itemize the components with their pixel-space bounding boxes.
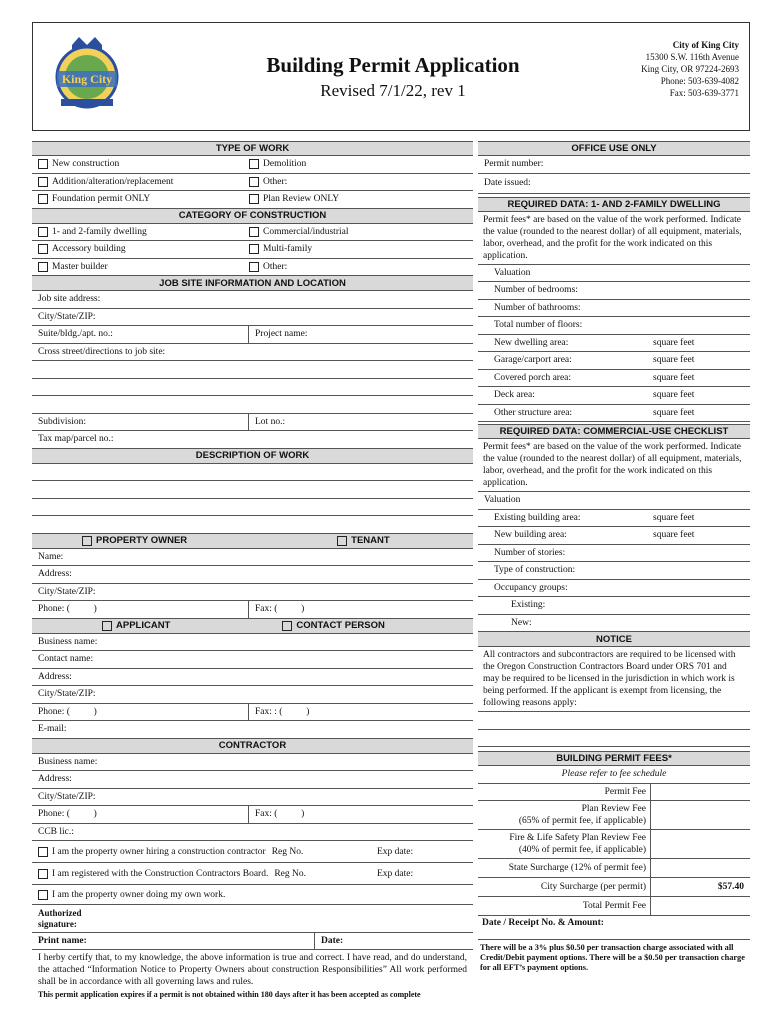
category-heading: CATEGORY OF CONSTRUCTION: [32, 209, 473, 224]
tenant-checkbox[interactable]: [337, 536, 347, 546]
date-issued-field[interactable]: [478, 174, 531, 193]
plan-review-label-block: [478, 801, 650, 829]
new-dwelling-label: New dwelling area:: [494, 337, 569, 348]
charge-note: There will be a 3% plus $0.50 per transaction charge associated with all Credit/Debit payment options. There will be a $0.50 per transaction charge for all EFT’s payment options.: [480, 942, 745, 972]
office-use-heading: OFFICE USE ONLY: [478, 141, 750, 156]
authorized-signature-label: Authorized signature:: [38, 907, 82, 929]
owner-hiring-checkbox[interactable]: [38, 847, 48, 857]
owner-address-label: Address:: [38, 569, 72, 580]
contractor-business-label: Business name:: [38, 756, 98, 767]
cross-street-label: Cross street/directions to job site:: [38, 346, 166, 357]
commercial-valuation-label: Valuation: [484, 495, 521, 506]
applicant-email-field[interactable]: [32, 721, 67, 738]
porch-unit: square feet: [653, 372, 695, 383]
permit-number-label: Permit number:: [484, 159, 544, 170]
owner-city-field[interactable]: [32, 584, 96, 601]
tax-map-field[interactable]: [32, 431, 114, 448]
new-dwelling-unit: square feet: [653, 337, 695, 348]
city-surcharge-label: City Surcharge (per permit): [540, 881, 646, 892]
permit-number-field[interactable]: [478, 156, 543, 173]
addition-label: Addition/alteration/replacement: [52, 176, 174, 187]
applicant-fax-label: Fax: : ( ): [255, 706, 310, 717]
exemption-line-1[interactable]: [478, 712, 750, 730]
other-structure-label: Other structure area:: [494, 407, 573, 418]
city-logo: [47, 33, 127, 113]
total-fee-row: [478, 897, 750, 916]
job-site-address-label: Job site address:: [38, 294, 101, 305]
contact-person-checkbox[interactable]: [282, 621, 292, 631]
own-work-label: I am the property owner doing my own work.: [52, 889, 226, 900]
state-surcharge-row: [478, 859, 750, 878]
applicant-address-label: Address:: [38, 671, 72, 682]
commercial-checkbox[interactable]: [249, 227, 259, 237]
other-structure-field[interactable]: [478, 405, 572, 422]
permit-fee-value[interactable]: [650, 784, 750, 800]
header: [32, 22, 750, 131]
registered-ccb-label: I am registered with the Construction Contractors Board.: [52, 868, 269, 879]
applicant-address-field[interactable]: [32, 669, 72, 686]
contractor-fax-label: Fax: ( ): [255, 809, 305, 820]
total-fee-label: Total Permit Fee: [582, 900, 646, 911]
existing-building-label: Existing building area:: [494, 512, 581, 523]
fees-heading: BUILDING PERMIT FEES*: [478, 751, 750, 766]
fire-life-value[interactable]: [650, 830, 750, 858]
description-line-2[interactable]: [32, 481, 473, 499]
reg-no-label-1: Reg No.: [271, 846, 304, 857]
city-surcharge-row: [478, 878, 750, 897]
contractor-address-field[interactable]: [32, 771, 72, 788]
applicant-business-field[interactable]: [32, 634, 97, 651]
owner-hiring-label: I am the property owner hiring a construction contractor: [52, 846, 266, 857]
city-name: City of King City: [672, 40, 739, 50]
contractor-phone-label: Phone: ( ): [38, 809, 97, 820]
occupancy-label: Occupancy groups:: [494, 582, 568, 593]
addition-checkbox[interactable]: [38, 177, 48, 187]
new-construction-label: New construction: [52, 159, 120, 170]
state-surcharge-value[interactable]: [650, 859, 750, 877]
floors-field[interactable]: [478, 317, 582, 334]
cross-street-field[interactable]: [32, 344, 165, 361]
multi-family-checkbox[interactable]: [249, 244, 259, 254]
cross-street-line-3[interactable]: [32, 379, 473, 397]
contractor-heading: CONTRACTOR: [32, 739, 473, 754]
print-name-label: Print name:: [38, 936, 87, 946]
state-surcharge-label: State Surcharge (12% of permit fee): [508, 862, 646, 873]
description-line-4[interactable]: [32, 516, 473, 534]
applicant-phone-label: Phone: ( ): [38, 706, 97, 717]
exemption-line-2[interactable]: [478, 730, 750, 748]
contractor-address-label: Address:: [38, 774, 72, 785]
owner-name-label: Name:: [38, 551, 64, 562]
other-work-label: Other:: [263, 176, 288, 187]
commercial-label: Commercial/industrial: [263, 226, 349, 237]
owner-fax-field[interactable]: [248, 601, 473, 618]
contact-person-label: CONTACT PERSON: [296, 620, 385, 631]
fire-life-fee-label: Fire & Life Safety Plan Review Fee: [509, 832, 646, 843]
existing-occupancy-field[interactable]: [478, 597, 545, 614]
owner-fax-label: Fax: ( ): [255, 604, 305, 615]
tenant-label: TENANT: [351, 535, 390, 546]
lot-no-label: Lot no.:: [255, 416, 286, 427]
own-work-checkbox[interactable]: [38, 890, 48, 900]
city-address-2: King City, OR 97224-2693: [641, 64, 739, 74]
contractor-phone-field[interactable]: [32, 806, 248, 823]
new-dwelling-field[interactable]: [478, 335, 568, 352]
foundation-checkbox[interactable]: [38, 194, 48, 204]
plan-review-fee-note: (65% of permit fee, if applicable): [518, 815, 646, 826]
bedrooms-field[interactable]: [478, 282, 578, 299]
print-name-field[interactable]: [32, 933, 314, 949]
accessory-checkbox[interactable]: [38, 244, 48, 254]
suite-label: Suite/bldg./apt. no.:: [38, 329, 113, 340]
existing-building-field[interactable]: [478, 510, 581, 527]
family-intro: Permit fees* are based on the value of the work performed. Indicate the value (rounded to the nearest dollar) of all equipment, materials, labor, overhead, and the profit for the work indicated on this application.: [478, 212, 750, 265]
family-heading: REQUIRED DATA: 1- AND 2-FAMILY DWELLING: [478, 197, 750, 212]
contractor-business-field[interactable]: [32, 754, 97, 771]
description-line-1[interactable]: [32, 464, 473, 482]
bathrooms-field[interactable]: [478, 300, 581, 317]
master-builder-label: Master builder: [52, 261, 108, 272]
stories-field[interactable]: [478, 545, 565, 562]
family-dwelling-checkbox[interactable]: [38, 227, 48, 237]
deck-field[interactable]: [478, 387, 535, 404]
applicant-checkbox[interactable]: [102, 621, 112, 631]
other-work-checkbox[interactable]: [249, 177, 259, 187]
description-line-3[interactable]: [32, 499, 473, 517]
contractor-fax-field[interactable]: [248, 806, 473, 823]
job-site-address-field[interactable]: [32, 291, 100, 308]
property-owner-label: PROPERTY OWNER: [96, 535, 188, 546]
applicant-heading: [32, 619, 473, 634]
existing-building-unit: square feet: [653, 512, 695, 523]
total-fee-value[interactable]: [650, 897, 750, 915]
demolition-checkbox[interactable]: [249, 159, 259, 169]
commercial-heading: REQUIRED DATA: COMMERCIAL-USE CHECKLIST: [478, 424, 750, 439]
lot-no-field[interactable]: [248, 414, 473, 431]
receipt-label: Date / Receipt No. & Amount:: [482, 917, 604, 928]
applicant-contact-field[interactable]: [32, 651, 93, 668]
plan-review-label: Plan Review ONLY: [263, 194, 340, 205]
type-of-work-heading: TYPE OF WORK: [32, 141, 473, 156]
commercial-valuation-field[interactable]: [478, 492, 520, 509]
new-building-label: New building area:: [494, 530, 567, 541]
applicant-city-label: City/State/ZIP:: [38, 689, 96, 700]
notice-heading: NOTICE: [478, 632, 750, 647]
registered-ccb-checkbox[interactable]: [38, 869, 48, 879]
construction-type-label: Type of construction:: [494, 565, 576, 576]
floors-label: Total number of floors:: [494, 320, 583, 331]
project-name-field[interactable]: [248, 326, 473, 343]
construction-type-field[interactable]: [478, 562, 575, 579]
new-construction-checkbox[interactable]: [38, 159, 48, 169]
fire-life-fee-note: (40% of permit fee, if applicable): [518, 844, 646, 855]
project-name-label: Project name:: [255, 329, 308, 340]
subdivision-field[interactable]: [32, 414, 248, 431]
other-structure-unit: square feet: [653, 407, 695, 418]
other-category-checkbox[interactable]: [249, 262, 259, 272]
sign-date-field[interactable]: [314, 933, 473, 949]
date-issued-label: Date issued:: [484, 178, 531, 188]
city-surcharge-value: $57.40: [650, 878, 750, 896]
demolition-label: Demolition: [263, 159, 307, 170]
bathrooms-label: Number of bathrooms:: [494, 302, 581, 313]
fee-schedule-note: [478, 766, 750, 784]
cross-street-line-2[interactable]: [32, 361, 473, 379]
foundation-label: Foundation permit ONLY: [52, 194, 151, 205]
applicant-label: APPLICANT: [116, 620, 171, 631]
contractor-city-field[interactable]: [32, 789, 96, 806]
ccb-field[interactable]: [32, 824, 74, 841]
city-contact-block: [641, 39, 739, 99]
family-dwelling-label: 1- and 2-family dwelling: [52, 226, 147, 237]
new-building-field[interactable]: [478, 527, 567, 544]
owner-heading: [32, 534, 473, 549]
fire-life-label-block: [478, 830, 650, 858]
plan-review-value[interactable]: [650, 801, 750, 829]
applicant-city-field[interactable]: [32, 686, 96, 703]
fee-schedule-text: Please refer to fee schedule: [561, 769, 667, 780]
garage-field[interactable]: [478, 352, 572, 369]
sign-date-label: Date:: [321, 936, 344, 946]
ccb-label: CCB lic.:: [38, 826, 74, 837]
family-valuation-field[interactable]: [478, 265, 530, 282]
expiration-notice: This permit application expires if a permit is not obtained within 180 days after it has been accepted as complete: [38, 990, 421, 999]
new-occupancy-label: New:: [511, 617, 532, 628]
applicant-phone-field[interactable]: [32, 704, 248, 721]
plan-review-checkbox[interactable]: [249, 194, 259, 204]
applicant-email-label: E-mail:: [38, 724, 67, 735]
exp-date-label-2: Exp date:: [377, 868, 414, 879]
svg-text:King City: King City: [61, 72, 113, 86]
plan-review-row: [478, 801, 750, 830]
form-subtitle: Revised 7/1/22, rev 1: [320, 81, 466, 100]
job-city-label: City/State/ZIP:: [38, 311, 96, 322]
receipt-field[interactable]: [478, 916, 750, 940]
owner-address-field[interactable]: [32, 566, 72, 583]
applicant-fax-field[interactable]: [248, 704, 473, 721]
deck-label: Deck area:: [494, 390, 535, 401]
right-column: [478, 141, 750, 976]
applicant-contact-label: Contact name:: [38, 654, 94, 665]
permit-fee-label: Permit Fee: [604, 786, 646, 797]
city-phone: Phone: 503-639-4082: [660, 76, 739, 86]
left-column: [32, 141, 473, 1000]
deck-unit: square feet: [653, 390, 695, 401]
occupancy-field[interactable]: [478, 580, 568, 597]
other-category-label: Other:: [263, 261, 288, 272]
property-owner-checkbox[interactable]: [82, 536, 92, 546]
job-site-heading: JOB SITE INFORMATION AND LOCATION: [32, 276, 473, 291]
city-fax: Fax: 503-639-3771: [669, 88, 739, 98]
plan-review-fee-label: Plan Review Fee: [581, 803, 646, 814]
contractor-city-label: City/State/ZIP:: [38, 791, 96, 802]
owner-phone-field[interactable]: [32, 601, 248, 618]
owner-phone-label: Phone: ( ): [38, 604, 97, 615]
family-valuation-label: Valuation: [494, 267, 531, 278]
new-building-unit: square feet: [653, 530, 695, 541]
description-heading: DESCRIPTION OF WORK: [32, 449, 473, 464]
signature-field[interactable]: [92, 905, 473, 932]
porch-label: Covered porch area:: [494, 372, 572, 383]
garage-label: Garage/carport area:: [494, 355, 572, 366]
certification-text: I herby certify that, to my knowledge, the above information is true and correct. I have read, and do understand, the attached “Information Notice to Property Owners about construction Responsibilities” All work performed shall be in accordance with all governing laws and rules.: [38, 953, 467, 987]
tax-map-label: Tax map/parcel no.:: [38, 434, 114, 445]
cross-street-line-4[interactable]: [32, 396, 473, 414]
porch-field[interactable]: [478, 370, 571, 387]
owner-city-label: City/State/ZIP:: [38, 586, 96, 597]
notice-text: All contractors and subcontractors are required to be licensed with the Oregon Construction Contractors Board under ORS 701 and may be required to be licensed in the jurisdiction in which work is being performed. If the applicant is exempt from licensing, the following reasons apply:: [478, 647, 750, 712]
city-address-1: 15300 S.W. 116th Avenue: [645, 52, 739, 62]
commercial-intro: Permit fees* are based on the value of the work performed. Indicate the value (rounded to the nearest dollar) of all equipment, materials, labor, overhead, and the profit for the work indicated on this application.: [478, 439, 750, 492]
form-title: Building Permit Application: [266, 53, 520, 77]
fire-life-row: [478, 830, 750, 859]
master-builder-checkbox[interactable]: [38, 262, 48, 272]
bedrooms-label: Number of bedrooms:: [494, 285, 578, 296]
suite-field[interactable]: [32, 326, 248, 343]
accessory-label: Accessory building: [52, 244, 126, 255]
multi-family-label: Multi-family: [263, 244, 313, 255]
subdivision-label: Subdivision:: [38, 416, 87, 427]
owner-name-field[interactable]: [32, 549, 63, 566]
applicant-business-label: Business name:: [38, 636, 98, 647]
job-city-field[interactable]: [32, 309, 96, 326]
exp-date-label-1: Exp date:: [377, 846, 414, 857]
new-occupancy-field[interactable]: [478, 615, 532, 632]
stories-label: Number of stories:: [494, 547, 566, 558]
permit-fee-row: [478, 784, 750, 801]
reg-no-label-2: Reg No.: [274, 868, 307, 879]
existing-occupancy-label: Existing:: [511, 600, 546, 611]
garage-unit: square feet: [653, 355, 695, 366]
